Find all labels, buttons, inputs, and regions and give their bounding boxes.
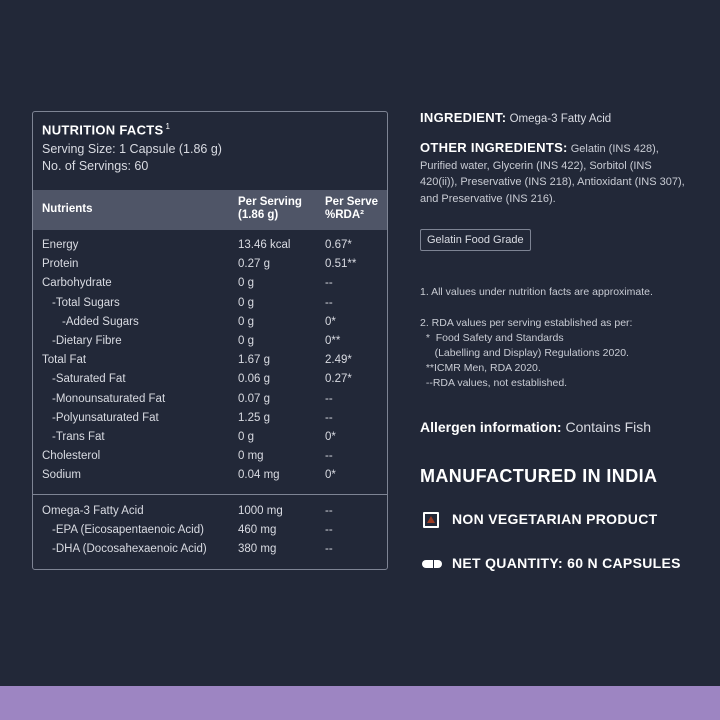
nutrient-value: 1.67 g xyxy=(238,354,270,367)
nutrient-rda: -- xyxy=(325,543,333,556)
table-divider xyxy=(33,494,387,495)
header-per-serving-line1: Per Serving xyxy=(238,196,302,208)
nutrient-name: -Dietary Fibre xyxy=(52,334,122,347)
nutrient-rda: -- xyxy=(325,392,333,405)
nutrition-title-text: NUTRITION FACTS xyxy=(42,122,164,138)
footnote-2-c: **ICMR Men, RDA 2020. xyxy=(420,362,541,374)
nutrition-title xyxy=(42,122,222,137)
nutrient-rda: 0* xyxy=(325,315,336,328)
nutrient-rda: -- xyxy=(325,450,333,463)
header-rda-line2: %RDA² xyxy=(325,209,364,221)
allergen-label: Allergen information: xyxy=(420,419,562,435)
nutrient-name: Omega-3 Fatty Acid xyxy=(42,505,144,517)
nutrient-value: 0 g xyxy=(238,277,254,290)
nutrient-name: Energy xyxy=(42,239,79,251)
nutrient-value: 460 mg xyxy=(238,524,277,537)
non-veg-icon xyxy=(423,512,439,528)
nutrient-name: Total Fat xyxy=(42,354,87,367)
allergen-info xyxy=(420,419,651,435)
nutrient-name: Cholesterol xyxy=(42,450,101,463)
nutrient-name: -DHA (Docosahexaenoic Acid) xyxy=(52,543,207,556)
other-ingredients xyxy=(420,140,692,207)
other-ingredients-label: OTHER INGREDIENTS: xyxy=(420,140,568,155)
footnote-2-b: (Labelling and Display) Regulations 2020. xyxy=(420,347,629,359)
nutrient-value: 0.06 g xyxy=(238,373,270,386)
header-per-serving-line2: (1.86 g) xyxy=(238,209,279,221)
manufactured-in: MANUFACTURED IN INDIA xyxy=(420,466,658,486)
nutrient-rda: 0** xyxy=(325,334,341,347)
nutrient-name: -Added Sugars xyxy=(62,315,139,328)
number-of-servings: No. of Servings: 60 xyxy=(42,159,149,174)
header-per-serving xyxy=(238,196,302,222)
nutrient-value: 0 g xyxy=(238,315,254,328)
nutrient-value: 0 g xyxy=(238,430,254,443)
nutrient-value: 13.46 kcal xyxy=(238,239,291,251)
nutrient-rda: 0.27* xyxy=(325,373,352,386)
nutrient-rda: 0* xyxy=(325,430,336,443)
nutrient-rda: 0.67* xyxy=(325,239,352,251)
nutrient-value: 0.07 g xyxy=(238,392,270,405)
non-veg-label: NON VEGETARIAN PRODUCT xyxy=(452,511,658,527)
table-row xyxy=(33,294,387,313)
table-row xyxy=(33,313,387,332)
table-row xyxy=(33,428,387,447)
table-row xyxy=(33,540,387,559)
gelatin-grade-badge: Gelatin Food Grade xyxy=(420,229,531,251)
nutrient-name: -EPA (Eicosapentaenoic Acid) xyxy=(52,524,204,537)
nutrient-value: 0 g xyxy=(238,296,254,309)
footnote-2-a: * Food Safety and Standards xyxy=(420,332,564,344)
nutrition-rows xyxy=(33,236,387,485)
nutrient-name: -Trans Fat xyxy=(52,430,105,443)
nutrient-name: Carbohydrate xyxy=(42,277,112,290)
footnote-2-d: --RDA values, not established. xyxy=(420,377,568,389)
nutrition-title-footnote: 1 xyxy=(165,122,171,131)
table-row xyxy=(33,370,387,389)
nutrient-value: 0 g xyxy=(238,334,254,347)
nutrient-name: Protein xyxy=(42,258,79,271)
header-rda-line1: Per Serve xyxy=(325,196,379,208)
net-quantity-label: NET QUANTITY: 60 N CAPSULES xyxy=(452,555,681,571)
nutrient-rda: 0* xyxy=(325,469,336,482)
nutrient-rda: -- xyxy=(325,411,333,424)
header-rda xyxy=(325,196,378,222)
table-row xyxy=(33,390,387,409)
nutrient-name: -Polyunsaturated Fat xyxy=(52,411,159,424)
nutrient-name: -Monounsaturated Fat xyxy=(52,392,166,405)
nutrient-name: Sodium xyxy=(42,469,81,482)
table-row xyxy=(33,502,387,521)
table-row xyxy=(33,521,387,540)
nutrient-name: -Saturated Fat xyxy=(52,373,126,386)
nutrient-rda: 0.51** xyxy=(325,258,357,271)
table-row xyxy=(33,255,387,274)
table-row xyxy=(33,409,387,428)
ingredient-line xyxy=(420,110,611,125)
nutrient-rda: -- xyxy=(325,524,333,537)
table-row xyxy=(33,447,387,466)
nutrient-value: 1.25 g xyxy=(238,411,270,424)
ingredient-value: Omega-3 Fatty Acid xyxy=(509,113,612,125)
nutrient-name: -Total Sugars xyxy=(52,296,120,309)
nutrient-value: 0.04 mg xyxy=(238,469,280,482)
footnote-1: 1. All values under nutrition facts are approximate. xyxy=(420,286,653,298)
ingredient-label: INGREDIENT: xyxy=(420,110,507,125)
table-row xyxy=(33,466,387,485)
nutrient-rda: -- xyxy=(325,277,333,290)
nutrition-table-header xyxy=(33,190,387,230)
serving-size: Serving Size: 1 Capsule (1.86 g) xyxy=(42,142,222,157)
table-row xyxy=(33,274,387,293)
header-nutrients: Nutrients xyxy=(42,203,93,215)
table-row xyxy=(33,236,387,255)
nutrient-rda: -- xyxy=(325,505,333,517)
table-row xyxy=(33,351,387,370)
nutrient-value: 380 mg xyxy=(238,543,277,556)
bottom-color-band xyxy=(0,686,720,720)
nutrient-rda: 2.49* xyxy=(325,354,352,367)
nutrient-value: 1000 mg xyxy=(238,505,283,517)
capsule-icon xyxy=(422,560,442,568)
table-row xyxy=(33,332,387,351)
nutrient-value: 0.27 g xyxy=(238,258,270,271)
nutrition-header xyxy=(42,122,222,173)
nutrient-value: 0 mg xyxy=(238,450,264,463)
omega-rows xyxy=(33,502,387,560)
allergen-value: Contains Fish xyxy=(565,419,652,435)
other-ingredients-value: Gelatin (INS 428), Purified water, Glycerin (INS 422), Sorbitol (INS 420(ii)), Preservative (INS 218), Antioxidant (INS 307), and Preservative (INS 216). xyxy=(420,143,685,205)
nutrition-facts-panel xyxy=(32,111,388,570)
footnote-2: 2. RDA values per serving established as per: xyxy=(420,317,633,329)
nutrient-rda: -- xyxy=(325,296,333,309)
